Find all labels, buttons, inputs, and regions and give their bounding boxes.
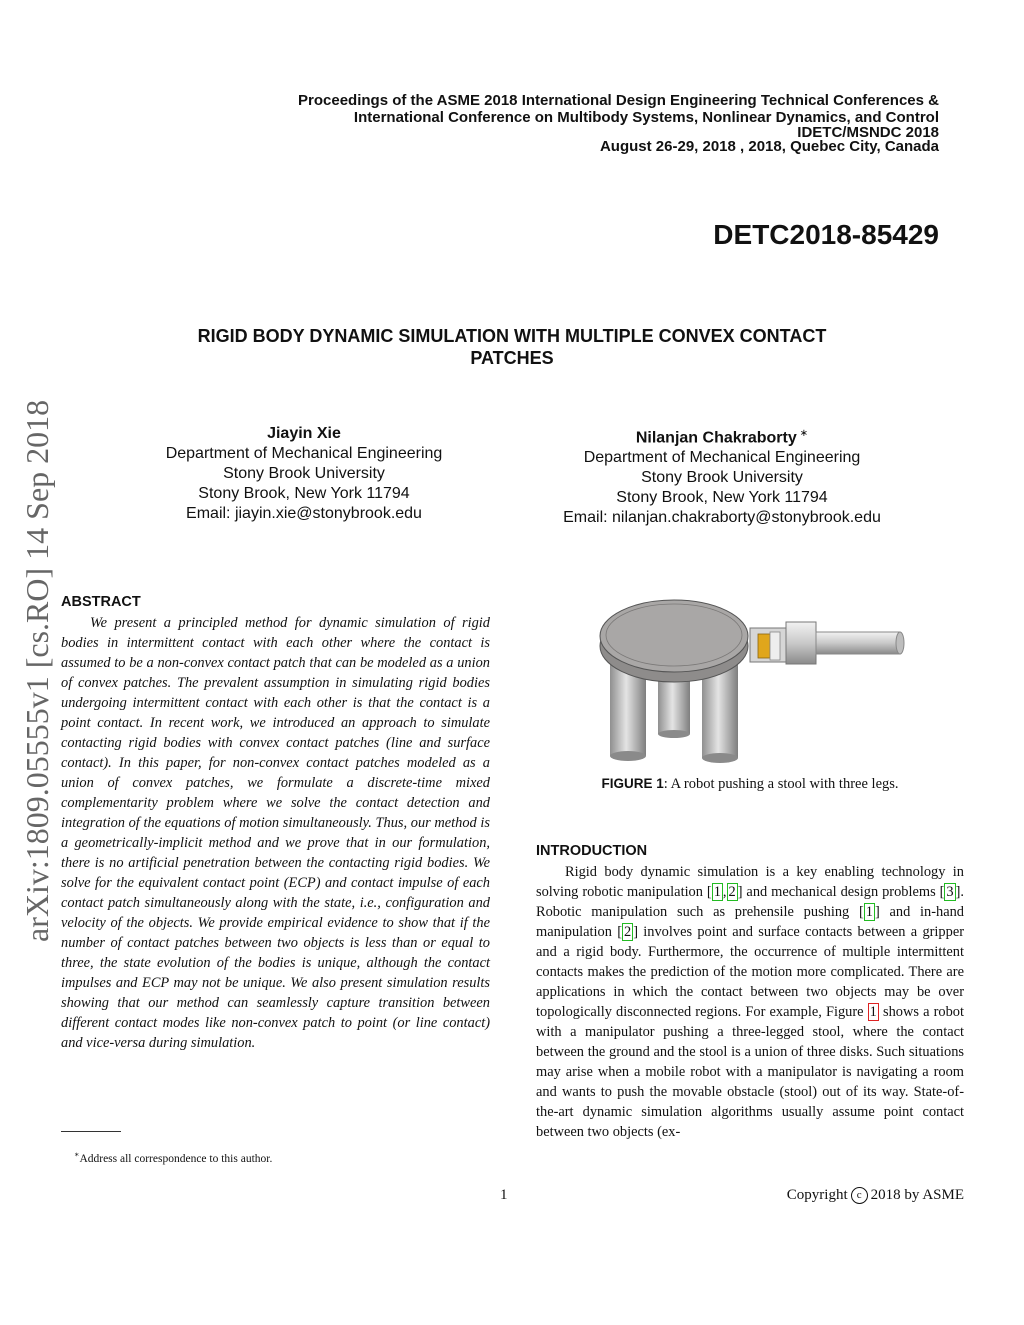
stool-leg-left-foot (610, 751, 646, 761)
figure-1-label: FIGURE 1 (601, 776, 664, 791)
figure-1-caption-text: : A robot pushing a stool with three legs. (663, 776, 899, 792)
author-department: Department of Mechanical Engineering (583, 449, 861, 467)
page-number: 1 (500, 1187, 508, 1203)
stool-leg-back-foot (658, 730, 690, 738)
robot-arm (816, 632, 900, 654)
proceedings-line-3: IDETC/MSNDC 2018 (797, 124, 939, 141)
arxiv-stamp (4, 352, 64, 944)
arxiv-stamp-text: arXiv:1809.05555v1 [cs.RO] 14 Sep 2018 (19, 399, 55, 942)
paper-title-line-1: RIGID BODY DYNAMIC SIMULATION WITH MULTIPLE CONVEX CONTACT (197, 326, 827, 346)
intro-text-run: , (722, 884, 727, 900)
paper-title (112, 325, 912, 369)
footnote-text: Address all correspondence to this author. (79, 1152, 273, 1165)
citation-link[interactable]: 2 (624, 924, 632, 940)
intro-text-run: ]. Robotic manipulation such as prehensile pushing [ (536, 884, 964, 920)
copyright-symbol: c (851, 1187, 868, 1204)
author-university: Stony Brook University (641, 469, 803, 487)
abstract-heading: ABSTRACT (61, 594, 141, 610)
introduction-section (536, 843, 964, 1142)
proceedings-line-2: International Conference on Multibody Systems, Nonlinear Dynamics, and Control (353, 109, 939, 126)
author-name: Jiayin Xie (267, 425, 341, 442)
proceedings-line-1: Proceedings of the ASME 2018 International Design Engineering Technical Conferences & (298, 92, 939, 109)
abstract-section (61, 594, 490, 1053)
introduction-text (536, 862, 964, 1142)
author-department: Department of Mechanical Engineering (165, 445, 443, 462)
paper-title-line-2: PATCHES (470, 348, 554, 368)
intro-text-run: ] and mechanical design problems [ (737, 884, 945, 900)
author-name (522, 424, 922, 448)
figure-1-caption (536, 776, 964, 793)
intro-text-run: shows a robot with a manipulator pushing a three-legged stool, where the contact between the ground and the stool is a union of three disks. Such situations may arise when a mobile robot with a manipulator is navigating a room and wants to push the movable obstacle (stool) out of its way. State-of-the-art dynamic simulation algorithms usually assume point contact between two objects (ex- (536, 1004, 964, 1140)
figure-1-illustration (590, 588, 910, 772)
copyright-prefix: Copyright (786, 1187, 848, 1203)
footnote-rule (61, 1131, 121, 1132)
citation-link[interactable]: 2 (728, 884, 736, 900)
citation-link[interactable]: 3 (946, 884, 954, 900)
figure-reference-link[interactable]: 1 (869, 1004, 877, 1020)
author-city: Stony Brook, New York 11794 (198, 485, 410, 502)
abstract-text: We present a principled method for dynamic simulation of rigid bodies in intermittent contact with each other where the contact is assumed to be a non-convex contact patch that can be modeled as a union of convex patches. The prevalent assumption in simulating rigid bodies undergoing intermittent contact with each other is that the contact is a point contact. In recent work, we introduced an approach to simulate contacting rigid bodies with convex contact patches (line and surface contact). In this paper, for non-convex contact patches modeled as a union of convex patches, we formulate a discrete-time mixed complementarity problem where we solve the contact detection and integration of the equations of motion simultaneously. Thus, our method is a geometrically-implicit method and we prove that in our formulation, there is no artificial penetration between the contacting rigid bodies. We solve for the equivalent contact point (ECP) and contact impulse of each contact patch simultaneously along with the state, i.e., configuration and velocity of the objects. We provide empirical evidence to show that if the number of contact patches between two objects is less than or equal to three, the state evolution of the bodies is unique, although the contact impulses and ECP may not be unique. We also present simulation results showing that our method can seamlessly capture transition between different contact modes like non-convex patch to point (or line contact) and vice-versa during simulation. (61, 615, 490, 1051)
intro-text-run: ] and in-hand manipulation [ (536, 904, 964, 940)
paper-id: DETC2018-85429 (713, 219, 939, 250)
citation-link[interactable]: 1 (713, 884, 721, 900)
intro-text-run: ] involves point and surface contacts between a gripper and a rigid body. Furthermore, the occurrence of multiple intermittent contacts makes the prediction of the motion more complicated. There are applications in which the contact between two objects may be over topologically disconnected regions. For example, Figure (536, 924, 964, 1020)
gripper-wrist (786, 622, 816, 664)
proceedings-line-4: August 26-29, 2018 , 2018, Quebec City, Canada (599, 138, 939, 155)
author-block-1 (104, 424, 504, 524)
footnote (74, 1150, 272, 1165)
intro-text-run: Rigid body dynamic simulation is a key enabling technology in solving robotic manipulation [ (536, 864, 964, 900)
author-footnote-mark: ∗ (799, 428, 809, 439)
copyright-suffix: 2018 by ASME (870, 1187, 964, 1203)
author-city: Stony Brook, New York 11794 (616, 489, 828, 507)
author-email: Email: nilanjan.chakraborty@stonybrook.edu (563, 509, 881, 527)
robot-arm-end (896, 632, 904, 654)
stool-leg-right-foot (702, 753, 738, 763)
author-university: Stony Brook University (223, 465, 385, 482)
gripper-jaw (770, 632, 780, 660)
footnote-mark: ∗ (74, 1150, 80, 1159)
stool-top-inner (606, 604, 742, 666)
proceedings-header (179, 92, 939, 154)
copyright (787, 1187, 964, 1204)
gripper-pad (758, 634, 770, 658)
author-name-text: Nilanjan Chakraborty (635, 429, 797, 447)
author-email: Email: jiayin.xie@stonybrook.edu (186, 505, 422, 522)
citation-link[interactable]: 1 (865, 904, 873, 920)
introduction-heading: INTRODUCTION (536, 843, 648, 859)
author-block-2 (522, 424, 922, 528)
